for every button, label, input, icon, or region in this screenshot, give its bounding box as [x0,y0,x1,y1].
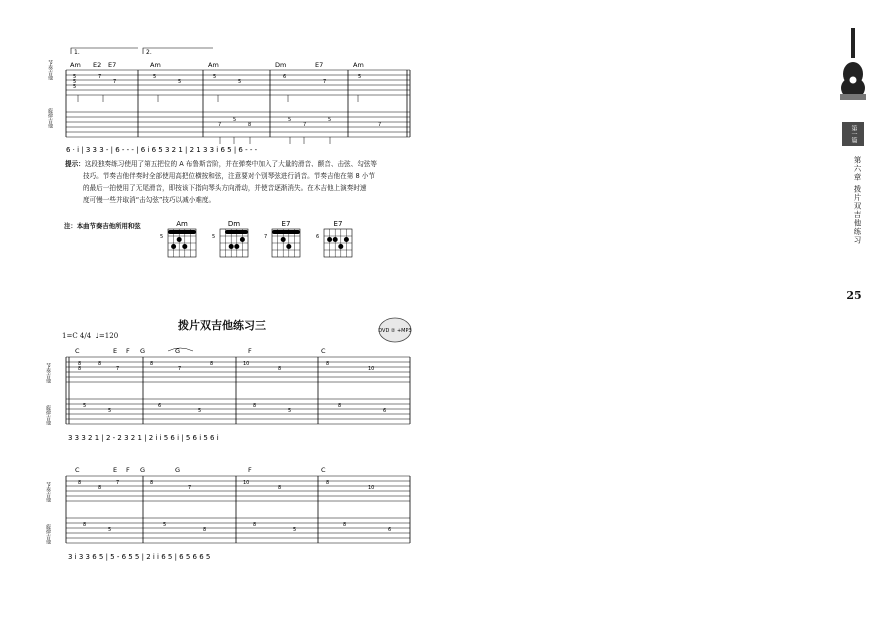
jianpu-line: 3 3 3 2 1 | 2 - 2 3 2 1 | 2 i i 5 6 i | 5 6 i 5 6 i [68,434,219,442]
svg-text:6: 6 [158,403,162,409]
chord-name: E [113,466,118,474]
svg-text:6: 6 [388,527,392,533]
svg-text:Dm: Dm [227,220,241,228]
svg-text:8: 8 [343,522,347,528]
tab-notes [78,361,386,414]
svg-text:Am: Am [176,220,188,228]
chord-name: F [248,466,252,474]
score-system-3 [38,462,418,562]
svg-text:7: 7 [303,122,307,128]
tab-notes [78,480,391,533]
track-label-rhythm: 节奏吉他 [45,482,51,502]
chord-name: G [175,347,181,355]
chord-diagrams [160,216,370,262]
svg-text:7: 7 [323,79,327,85]
tab-notes [73,74,381,128]
chord-name: Dm [275,61,287,69]
track-label-melody: 旋律吉他 [45,524,51,544]
svg-text:8: 8 [150,480,154,486]
svg-text:5: 5 [108,527,112,533]
section-tab[interactable]: 第一篇 [842,122,864,146]
svg-text:8: 8 [150,361,154,367]
staff-melody [66,112,410,137]
tempo-marking: 1=C 4/4 ♩=120 [62,332,119,340]
svg-text:8: 8 [210,361,214,367]
chord-name: E7 [315,61,324,69]
chord-name: G [175,466,181,474]
volta-1-label: 1. [74,49,80,56]
chord-name: F [126,347,130,355]
svg-text:8: 8 [78,480,82,486]
chord-name: G [140,466,146,474]
svg-text:10: 10 [368,366,375,372]
chord-name: G [140,347,146,355]
svg-text:5: 5 [160,234,164,240]
svg-text:7: 7 [188,485,192,491]
svg-text:7: 7 [113,79,117,85]
dvd-badge [378,317,412,343]
svg-text:5: 5 [293,527,297,533]
chord-name: C [75,347,80,355]
svg-text:5: 5 [163,522,167,528]
chapter-label: 第六章 拨片双吉他练习 [853,156,862,245]
svg-text:5: 5 [233,117,237,123]
svg-text:6: 6 [383,408,387,414]
svg-text:5: 5 [288,408,292,414]
chord-diagram-e7-alt [316,220,352,257]
svg-text:8: 8 [248,122,252,128]
svg-text:6: 6 [283,74,287,80]
score-system-2 [38,343,418,443]
page-number: 25 [846,289,862,302]
piece-title: 拨片双吉他练习三 [178,319,266,332]
svg-text:DVD ② +MP3: DVD ② +MP3 [378,328,412,334]
svg-text:6: 6 [316,234,320,240]
svg-text:7: 7 [98,74,102,80]
svg-text:5: 5 [328,117,332,123]
svg-text:8: 8 [326,480,330,486]
svg-text:5: 5 [73,84,77,90]
track-label-rhythm: 节奏吉他 [47,60,53,80]
chord-name: E [113,347,118,355]
chord-diagram-e7 [264,220,300,257]
svg-text:8: 8 [278,366,282,372]
svg-text:8: 8 [253,403,257,409]
chord-name: E2 [93,61,102,69]
tie [168,348,193,351]
track-label-melody: 旋律吉他 [47,108,53,128]
svg-text:5: 5 [83,403,87,409]
chord-name: Am [70,61,81,69]
svg-text:5: 5 [238,79,242,85]
chord-name: F [248,347,252,355]
guitar-icon [840,28,866,100]
volta-2-label: 2. [146,49,152,56]
tip-line: 技巧。节奏吉他伴奏时全部使用高把位横按和弦，注意要对个别琴弦进行消音。节奏吉他在第 8 小节 [83,172,375,180]
svg-text:10: 10 [243,480,250,486]
chord-name: C [75,466,80,474]
svg-text:5: 5 [213,74,217,80]
svg-text:5: 5 [198,408,202,414]
svg-text:E7: E7 [281,220,291,228]
svg-text:5: 5 [212,234,216,240]
svg-text:8: 8 [338,403,342,409]
chord-diagram-am [160,220,196,257]
svg-text:8: 8 [253,522,257,528]
staff-melody [66,399,410,424]
svg-text:8: 8 [98,485,102,491]
svg-text:8: 8 [83,522,87,528]
svg-text:5: 5 [108,408,112,414]
svg-text:5: 5 [153,74,157,80]
note-stems [78,95,358,144]
volta-1-bracket [71,48,138,54]
track-label-melody: 旋律吉他 [45,405,51,425]
svg-text:7: 7 [116,480,120,486]
svg-text:5: 5 [178,79,182,85]
tip-line: 度可慢一些并取消“击勾弦”技巧以减小难度。 [83,196,216,204]
svg-text:7: 7 [116,366,120,372]
score-system-1 [38,40,418,155]
chord-note: 注：本曲节奏吉他所用和弦 [64,222,141,230]
svg-text:5: 5 [73,79,77,85]
chord-name: Am [353,61,364,69]
svg-text:8: 8 [203,527,207,533]
jianpu-line: 6 · i | 3 3 3 - | 6 - - - | 6 i 6 5 3 2 1 | 2 1 3 3 i 6 5 | 6 - - - [66,146,258,154]
svg-text:8: 8 [326,361,330,367]
svg-text:7: 7 [218,122,222,128]
tip-label: 提示： [65,160,85,168]
svg-text:8: 8 [98,361,102,367]
chord-name: F [126,466,130,474]
svg-text:5: 5 [73,74,77,80]
svg-text:5: 5 [288,117,292,123]
right-sidebar [419,0,862,637]
svg-text:5: 5 [358,74,362,80]
jianpu-line: 3 i 3 3 6 5 | 5 - 6 5 5 | 2 i i 6 5 | 6 5 6 6 5 [68,553,211,561]
svg-text:8: 8 [78,361,82,367]
tip-line: 提示：这段独奏练习使用了第五把位的 A 布鲁斯音阶，并在弹奏中加入了大量的滑音、颤音、击弦、勾弦等 [65,160,378,168]
svg-text:7: 7 [178,366,182,372]
svg-text:7: 7 [378,122,382,128]
chord-name: Am [208,61,219,69]
chord-name: E7 [108,61,117,69]
svg-text:7: 7 [264,234,268,240]
volta-2-bracket [143,48,213,54]
svg-text:E7: E7 [333,220,343,228]
svg-text:8: 8 [78,366,82,372]
svg-text:8: 8 [278,485,282,491]
tip-line: 的最后一拍使用了无尾滑音，即按该下指向琴头方向滑动，并使音逐渐消失。在木吉他上演奏时速 [83,184,367,192]
svg-text:10: 10 [243,361,250,367]
staff-melody [66,518,410,543]
track-label-rhythm: 节奏吉他 [45,363,51,383]
svg-text:10: 10 [368,485,375,491]
chord-name: C [321,347,326,355]
chord-name: Am [150,61,161,69]
chord-diagram-dm [212,220,248,257]
chord-name: C [321,466,326,474]
